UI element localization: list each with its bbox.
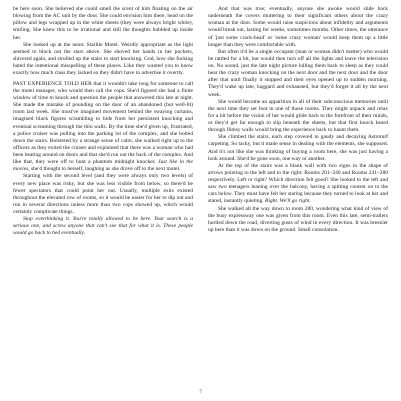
left-column	[13, 6, 193, 238]
paragraph: And that was true; eventually, anyone she awoke would slide back underneath the covers muttering to their significant others about the crazy woman at the door. Some would raise suspicions about infidelity and arguments would break out, lasting for weeks, sometimes months. Other times, the utterance of 'just some crack-head' or 'some crazy woman' would keep them up a little longer than they were comfortable with.	[208, 6, 388, 48]
paragraph: But often it'd be a single occupant (man or woman didn't matter) who would be rattled for a bit, but would then turn off all the lights and leave the television on. No sound, just the late night picture lulling them back to sleep as they could hear the crazy woman knocking on the next door and the next door and the door after that until finally it stopped and their eyes opened up to sudden morning. They'd wake up late, haggard and exhausted, but they'd forget it all by the next week.	[208, 48, 388, 98]
section-lead-in: PAST EXPERIENCE TOLD HER	[13, 80, 92, 87]
paragraph: She would become an apparition in all of their subconscious memories until the next time they set foot in one of those rooms. They might unpack and relax for a bit before the vision of her would glide back to the forefront of their minds, or they'd get far enough to slip beneath the sheets, but that first knock heard through flimsy walls would bring the experience back to haunt them.	[208, 98, 388, 134]
paragraph-text: that it wouldn't take long for someone to call the motel manager, who would then call the cops. She'd figured she had a finite window of time to knock and question the people that answered this late at night. She made the mistake of pounding on the door of an abandoned (but well-lit) room last week. She must've imagined movement behind the swaying curtains, imagined black figures scrambling to hide from her persistent knocking and eventual screaming through the thin walls. By the time she'd given up, frustrated, a police cruiser was pulling into the parking lot of the complex, and she bolted down the stairs. Bolstered by a strange sense of calm, she walked right up to the officers as they exited the cruiser and explained that there was a woman who had been beating around on doors and that she'd run out the back of the complex. And like that, they were off to hunt a phantom midnight knocker.	[13, 80, 193, 166]
italic-thought: Stop overthinking it. You're totally allowed to be here. Your search is a serious one, and screw anyone that can't see that for what it is. These people would go back to bed eventually.	[13, 216, 193, 237]
text-columns	[13, 6, 388, 238]
page-number: 7	[199, 390, 202, 395]
italic-phrase: Just like in the movies,	[13, 159, 193, 173]
paragraph: She climbed the stairs, each step covered in gaudy and decaying Astroturf carpeting. So tacky, but it made sense in dealing with the elements, she supposed. And it's not like she was thinking of buying a room here, she was just having a look around. She'd be gone soon, one way or another.	[208, 134, 388, 162]
section-start-paragraph	[13, 81, 193, 174]
paragraph	[208, 163, 388, 206]
paragraph: be here soon. She believed she could smell the scent of him floating on the air blowing from the AC unit by the door. She could envision him there, head on the pillow and legs wrapped up in the white sheets (they were always bright white), smiling. She knew this to be irrational and still the thoughts bubbled up inside her.	[13, 6, 193, 41]
italic-paragraph	[13, 216, 193, 237]
paragraph-text: she'd thought to herself, laughing as she drove off to the next motel.	[29, 166, 181, 173]
right-column	[208, 6, 388, 238]
italic-phrase: Right. We'll go right.	[264, 198, 311, 205]
paragraph: She walked all the way down to room 280, wondering what kind of view of the busy expressway one was given from this room. Even this late, semi-trailers hurtled down the road, diverting gusts of wind in every direction. It was breezier up here than it was down on the ground. Small consolation.	[208, 205, 388, 233]
paragraph: Starting with the second level (and they were always only two levels) of every new place was risky, but she was less visible from below, so there'd be fewer spectators that could point her out. Usually, multiple exits existed throughout the elevated row of rooms, so it would be easier for her to dip out and run in several directions unless more than two cops showed up, which would certainly complicate things.	[13, 173, 193, 215]
paragraph: She looked up at the neon: Starlite Motel. Weirdly appropriate as the light seemed to block out the stars above. She shoved her hands in her pockets, shivered again, and strolled up the stairs to start knocking. God, how she fucking hated the intentional misspelling of these places. Like they wanted you to know exactly how much class they lacked so they didn't have to advertise it overtly.	[13, 41, 193, 77]
paragraph-text: At the top of the stairs was a blank wall with two signs in the shape of arrows pointing to the left and to the right: Rooms 201–240 and Rooms 241–280 respectively. Left or right? Which direction felt good? She looked to the left and saw two teenagers leaning over the balcony, having a spitting contest on to the cars below. They must have felt her staring because they turned to look at her and stared, instantly quieting.	[208, 162, 388, 205]
